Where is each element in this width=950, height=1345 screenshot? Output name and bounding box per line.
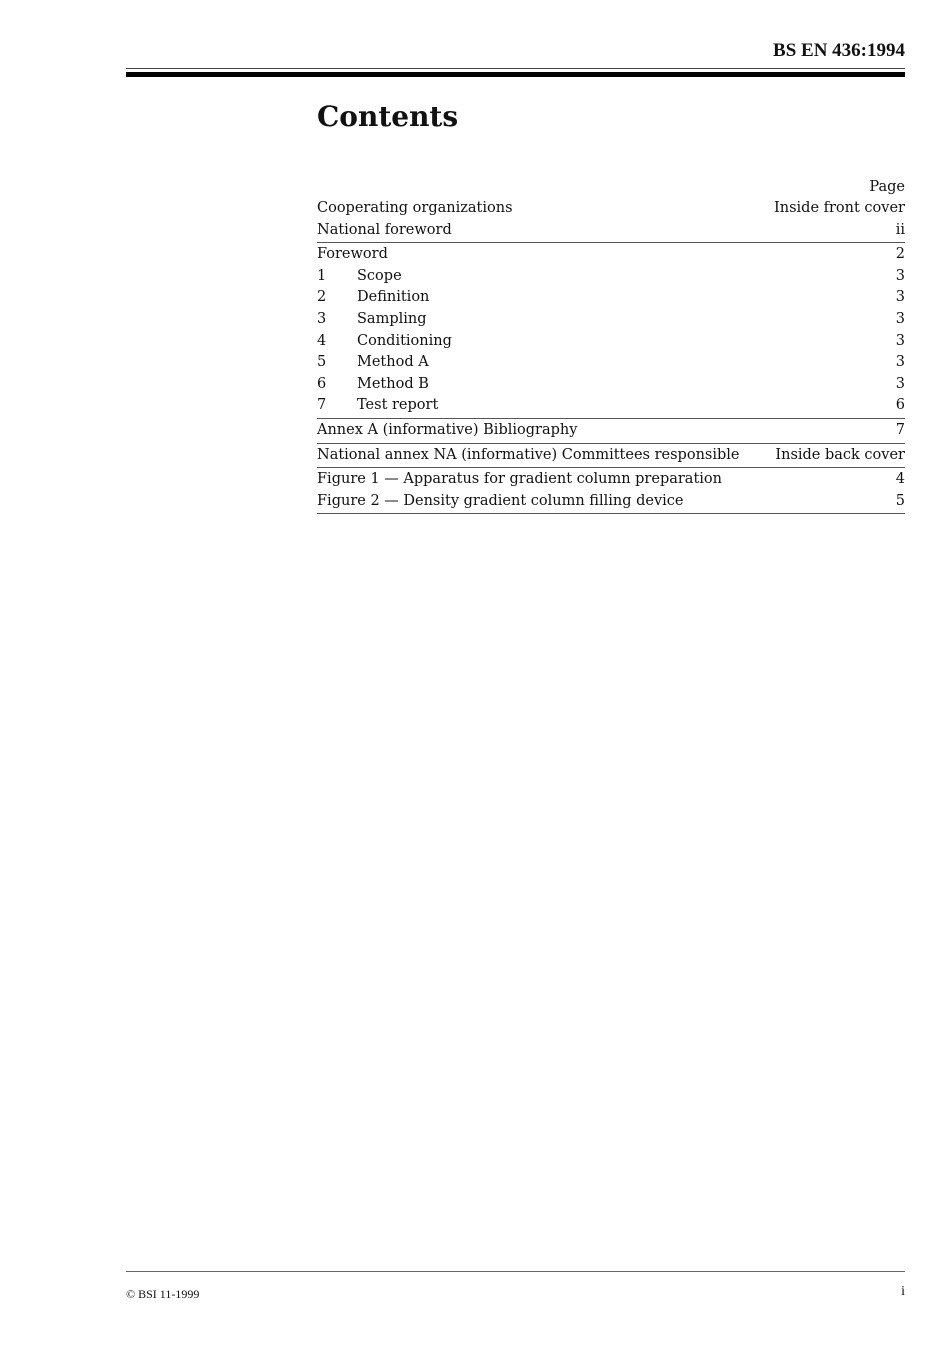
toc-entry-page: 3 xyxy=(895,332,905,349)
toc-entry-page: 3 xyxy=(895,310,905,327)
toc-entry-title xyxy=(317,287,429,309)
toc-entry[interactable] xyxy=(317,266,905,288)
toc-entry-page: 5 xyxy=(895,492,905,509)
toc-entry[interactable] xyxy=(317,420,905,442)
toc-entry-page: 3 xyxy=(895,354,905,371)
toc-entry-title xyxy=(317,445,739,467)
toc-entry-label: Conditioning xyxy=(357,332,452,349)
toc-entry-label: Test report xyxy=(357,397,439,414)
page-number: i xyxy=(901,1284,905,1299)
toc-entry-title xyxy=(317,244,388,266)
toc-entry[interactable] xyxy=(317,331,905,353)
toc-entry-number: 2 xyxy=(317,289,327,306)
toc-entry-title xyxy=(317,331,452,353)
toc-entry-label: Annex A (informative) Bibliography xyxy=(317,421,578,438)
toc-entry-number: 7 xyxy=(317,397,327,414)
toc-entry-page: 6 xyxy=(895,397,905,414)
toc-entry-title xyxy=(317,374,429,396)
toc-group xyxy=(317,420,905,444)
toc-entry[interactable] xyxy=(317,198,905,220)
toc-entry[interactable] xyxy=(317,445,905,467)
toc-group xyxy=(317,445,905,469)
toc-entry-label: Definition xyxy=(357,289,430,306)
toc-entry-title xyxy=(317,198,513,220)
toc-entry-page: ii xyxy=(895,221,905,238)
page-column-heading: Page xyxy=(869,179,905,195)
toc-entry[interactable] xyxy=(317,244,905,266)
toc-body xyxy=(317,198,905,514)
toc-entry-label: National foreword xyxy=(317,221,452,238)
toc-entry-number: 1 xyxy=(317,267,327,284)
toc-entry-page: 3 xyxy=(895,375,905,392)
toc-group xyxy=(317,198,905,243)
header-rule-thin xyxy=(126,68,905,69)
toc-group xyxy=(317,469,905,514)
toc-entry-page: 7 xyxy=(895,421,905,438)
toc-entry-title xyxy=(317,469,722,491)
toc-entry-number: 5 xyxy=(317,354,327,371)
toc-entry-title xyxy=(317,395,438,417)
toc-entry-title xyxy=(317,352,429,374)
toc-entry-page: Inside front cover xyxy=(774,200,905,216)
toc-entry-label: Sampling xyxy=(357,310,427,327)
toc-entry[interactable] xyxy=(317,352,905,374)
toc-entry-label: Scope xyxy=(357,267,402,284)
toc-entry-number: 6 xyxy=(317,375,327,392)
toc-entry[interactable] xyxy=(317,469,905,491)
toc-entry-label: Figure 1 — Apparatus for gradient column preparation xyxy=(317,471,722,488)
toc-entry-label: Method A xyxy=(357,354,429,371)
toc-entry-number: 3 xyxy=(317,310,327,327)
toc-entry-label: Cooperating organizations xyxy=(317,200,513,216)
copyright-notice: © BSI 11-1999 xyxy=(126,1287,200,1301)
page-title: Contents xyxy=(317,100,459,133)
footer-rule xyxy=(126,1271,905,1272)
toc-entry-page: Inside back cover xyxy=(775,446,905,463)
toc-entry[interactable] xyxy=(317,309,905,331)
toc-entry-label: Figure 2 — Density gradient column filling device xyxy=(317,492,684,509)
toc-entry[interactable] xyxy=(317,220,905,242)
header-rule-thick xyxy=(126,72,905,77)
table-of-contents xyxy=(317,177,905,515)
toc-entry-page: 2 xyxy=(895,246,905,263)
toc-entry-title xyxy=(317,420,577,442)
document-code: BS EN 436:1994 xyxy=(773,40,905,61)
toc-entry-number: 4 xyxy=(317,332,327,349)
toc-entry[interactable] xyxy=(317,395,905,417)
toc-entry-label: Foreword xyxy=(317,246,388,263)
toc-group xyxy=(317,244,905,419)
toc-entry[interactable] xyxy=(317,287,905,309)
toc-entry-page: 3 xyxy=(895,267,905,284)
toc-entry-page: 3 xyxy=(895,289,905,306)
toc-entry-page: 4 xyxy=(895,471,905,488)
toc-entry-label: Method B xyxy=(357,375,429,392)
toc-entry-title xyxy=(317,309,427,331)
toc-entry[interactable] xyxy=(317,491,905,513)
toc-entry-label: National annex NA (informative) Committees responsible xyxy=(317,446,740,463)
toc-entry-title xyxy=(317,266,402,288)
toc-entry[interactable] xyxy=(317,374,905,396)
toc-entry-title xyxy=(317,220,452,242)
toc-entry-title xyxy=(317,491,684,513)
